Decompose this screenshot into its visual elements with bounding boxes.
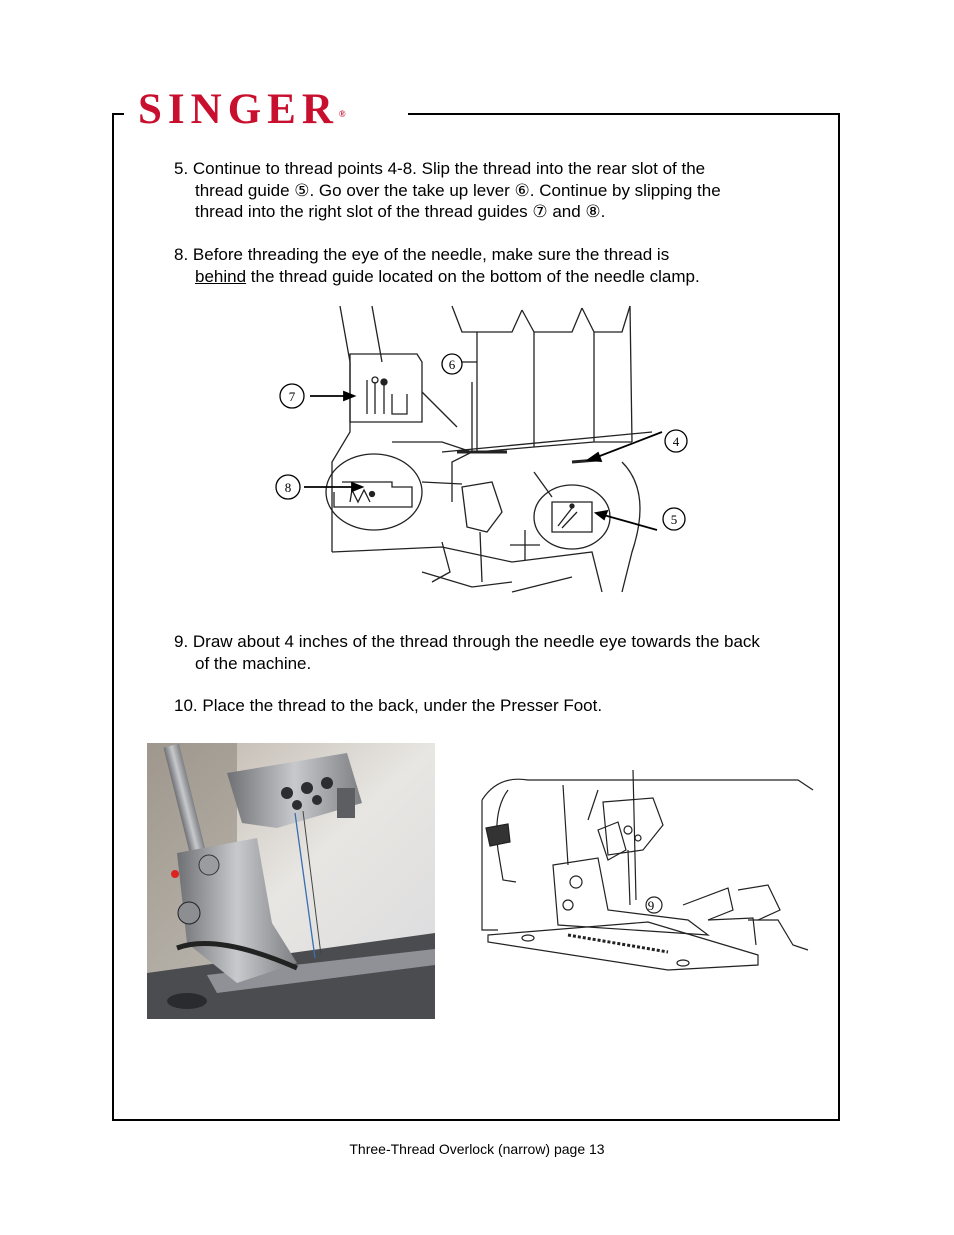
threading-diagram [272, 302, 692, 600]
callout-5: 5 [670, 512, 678, 527]
step-9-text: 9. Draw about 4 inches of the thread through the needle eye towards the back of the machine. [174, 632, 760, 673]
page-footer-caption: Three-Thread Overlock (narrow) page 13 [349, 1141, 605, 1157]
singer-logo: SINGER® [138, 86, 346, 133]
step-8-text: 8. Before threading the eye of the needle, make sure the thread is behind the thread guide located on the bottom of the needle clamp. [174, 245, 700, 286]
step-10-text: 10. Place the thread to the back, under the Presser Foot. [174, 696, 603, 715]
callout-9: 9 [647, 898, 655, 913]
callout-6: 6 [448, 357, 456, 372]
presser-foot-photo [147, 743, 435, 1019]
callout-7: 7 [288, 389, 296, 404]
callout-4: 4 [672, 434, 680, 449]
presser-foot-line-drawing [468, 770, 818, 995]
step-5-text: 5. Continue to thread points 4-8. Slip the thread into the rear slot of the thread guide ⑤. Go over the take up lever ⑥. Continue by slipping the thread into the right slot of the thread guides ⑦ and ⑧. [174, 159, 721, 221]
callout-8: 8 [284, 480, 292, 495]
